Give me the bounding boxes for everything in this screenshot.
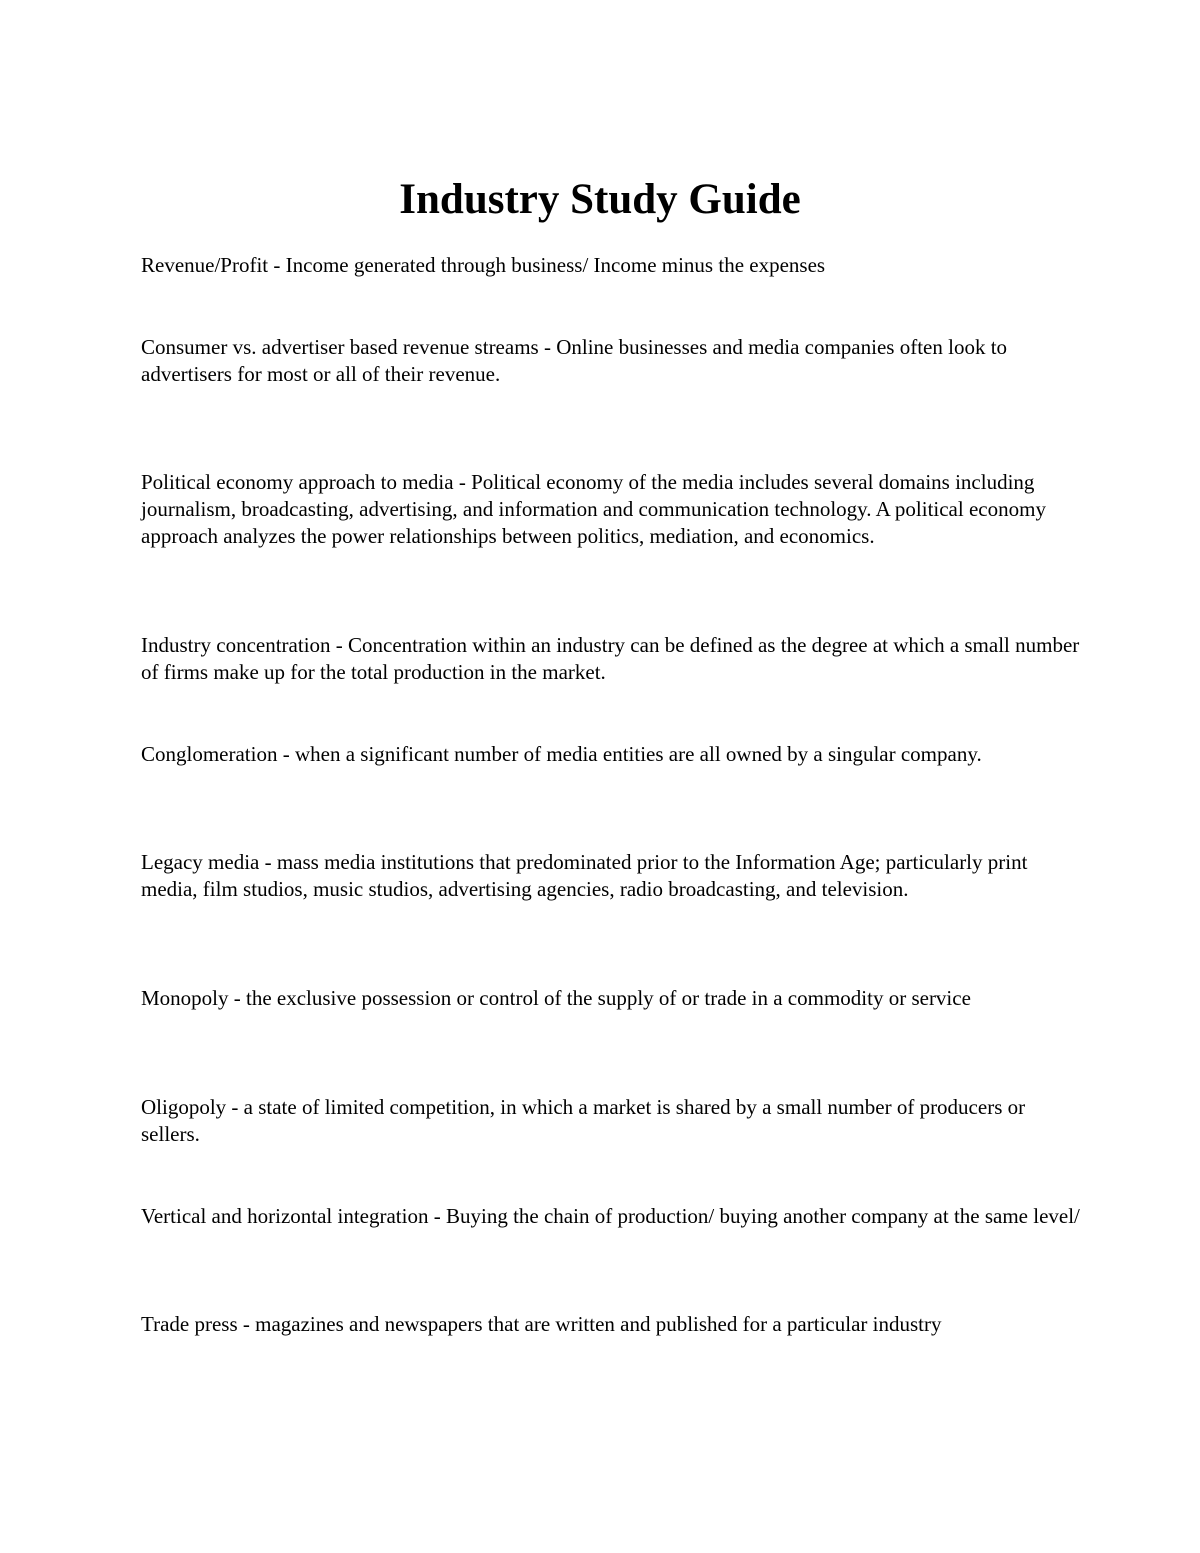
entry-political-economy: Political economy approach to media - Political economy of the media includes several domains including journalism, broadcasting, advertising, and information and communication technology. A political economy approach analyzes the power relationships between politics, mediation, and economics. [141, 470, 1046, 548]
entry-trade-press: Trade press - magazines and newspapers that are written and published for a particular industry [141, 1312, 942, 1336]
entry-oligopoly: Oligopoly - a state of limited competition, in which a market is shared by a small number of producers or sellers. [141, 1095, 1026, 1146]
document-title: Industry Study Guide [399, 176, 801, 223]
entry-consumer-vs-advertiser: Consumer vs. advertiser based revenue streams - Online businesses and media companies often look to advertisers for most or all of their revenue. [141, 335, 1008, 386]
entry-industry-concentration: Industry concentration - Concentration within an industry can be defined as the degree at which a small number of firms make up for the total production in the market. [141, 633, 1080, 684]
entry-monopoly: Monopoly - the exclusive possession or control of the supply of or trade in a commodity or service [141, 986, 971, 1010]
entry-legacy-media: Legacy media - mass media institutions that predominated prior to the Information Age; particularly print media, film studios, music studios, advertising agencies, radio broadcasting, and television. [141, 850, 1028, 901]
entry-conglomeration: Conglomeration - when a significant number of media entities are all owned by a singular company. [141, 742, 982, 766]
entry-integration: Vertical and horizontal integration - Buying the chain of production/ buying another company at the same level/ [141, 1204, 1080, 1228]
entry-revenue-profit: Revenue/Profit - Income generated through business/ Income minus the expenses [141, 253, 826, 277]
